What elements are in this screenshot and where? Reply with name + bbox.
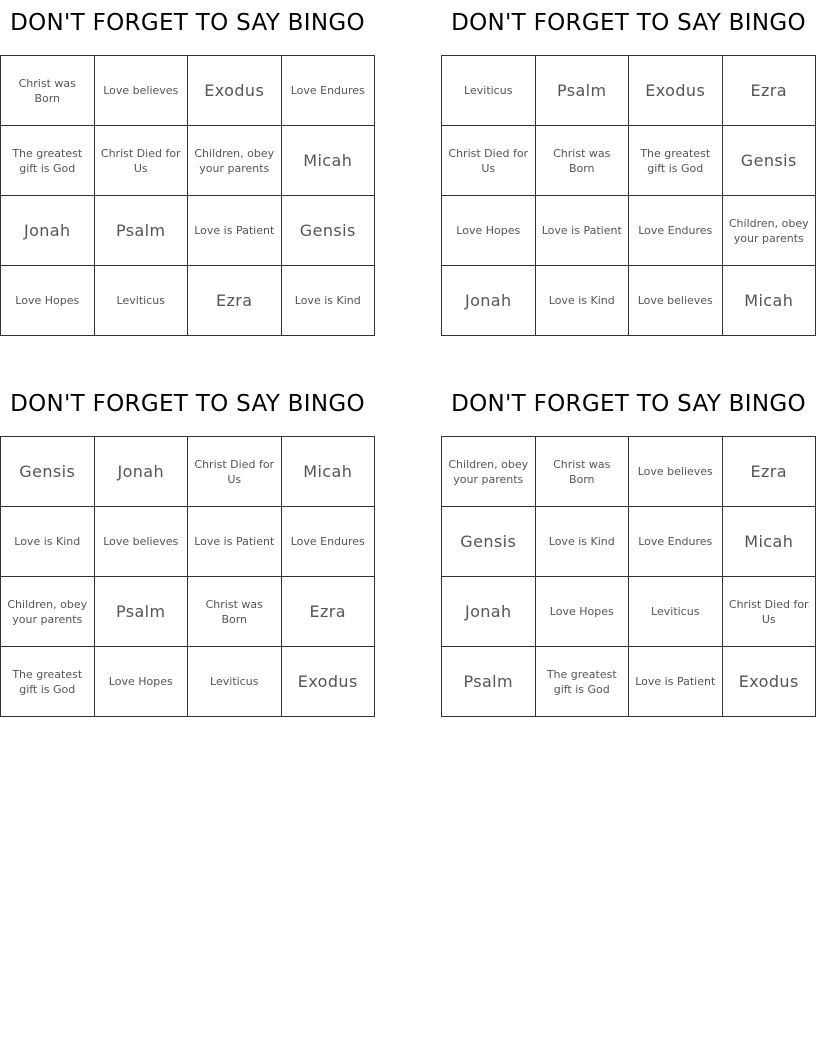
- bingo-cell: Jonah: [95, 437, 189, 507]
- bingo-cell: Psalm: [442, 647, 536, 717]
- bingo-cell: Gensis: [282, 196, 376, 266]
- bingo-cell: Christ Died for Us: [723, 577, 816, 647]
- bingo-cell: Love is Patient: [188, 196, 282, 266]
- bingo-grid: [441, 436, 816, 717]
- bingo-cell: Gensis: [723, 126, 816, 196]
- bingo-cell: Exodus: [723, 647, 816, 717]
- bingo-cell: Love is Patient: [536, 196, 630, 266]
- bingo-cell: Gensis: [1, 437, 95, 507]
- bingo-cell: Children, obey your parents: [442, 437, 536, 507]
- bingo-cell: Love believes: [629, 266, 723, 336]
- bingo-cell: Christ Died for Us: [442, 126, 536, 196]
- bingo-grid: [441, 55, 816, 336]
- bingo-cell: Micah: [282, 437, 376, 507]
- bingo-cell: Psalm: [95, 196, 189, 266]
- bingo-cell: Ezra: [188, 266, 282, 336]
- bingo-cell: Micah: [723, 507, 816, 577]
- bingo-cell: Love is Patient: [188, 507, 282, 577]
- bingo-cell: Ezra: [282, 577, 376, 647]
- bingo-cell: Leviticus: [188, 647, 282, 717]
- bingo-cell: Ezra: [723, 56, 816, 126]
- bingo-grid: [0, 436, 375, 717]
- bingo-cell: Ezra: [723, 437, 816, 507]
- bingo-cell: Love is Kind: [282, 266, 376, 336]
- bingo-cell: Children, obey your parents: [1, 577, 95, 647]
- bingo-cell: Love Hopes: [1, 266, 95, 336]
- bingo-cell: Leviticus: [95, 266, 189, 336]
- bingo-cell: Gensis: [442, 507, 536, 577]
- bingo-cell: Leviticus: [442, 56, 536, 126]
- bingo-cell: The greatest gift is God: [1, 647, 95, 717]
- bingo-cell: Love is Kind: [1, 507, 95, 577]
- bingo-cell: Jonah: [1, 196, 95, 266]
- bingo-cell: Love is Patient: [629, 647, 723, 717]
- card-title: DON'T FORGET TO SAY BINGO: [10, 391, 365, 417]
- bingo-cell: Christ was Born: [188, 577, 282, 647]
- bingo-cell: Children, obey your parents: [188, 126, 282, 196]
- bingo-cell: Love is Kind: [536, 266, 630, 336]
- bingo-cell: Children, obey your parents: [723, 196, 816, 266]
- bingo-cell: Micah: [723, 266, 816, 336]
- bingo-cell: Exodus: [282, 647, 376, 717]
- bingo-cell: Exodus: [629, 56, 723, 126]
- card-title: DON'T FORGET TO SAY BINGO: [10, 10, 365, 36]
- bingo-cell: Christ was Born: [536, 126, 630, 196]
- bingo-cell: Love Endures: [629, 196, 723, 266]
- bingo-cell: Love believes: [95, 56, 189, 126]
- bingo-cell: Love believes: [95, 507, 189, 577]
- bingo-cell: Psalm: [95, 577, 189, 647]
- bingo-cell: Love is Kind: [536, 507, 630, 577]
- bingo-cell: Psalm: [536, 56, 630, 126]
- bingo-cell: Jonah: [442, 266, 536, 336]
- bingo-cell: Leviticus: [629, 577, 723, 647]
- bingo-cell: Micah: [282, 126, 376, 196]
- bingo-cell: The greatest gift is God: [629, 126, 723, 196]
- bingo-cell: Jonah: [442, 577, 536, 647]
- bingo-cell: Love Hopes: [442, 196, 536, 266]
- card-title: DON'T FORGET TO SAY BINGO: [451, 391, 806, 417]
- bingo-cell: Love believes: [629, 437, 723, 507]
- bingo-cell: Love Endures: [282, 507, 376, 577]
- bingo-grid: [0, 55, 375, 336]
- bingo-cell: Love Endures: [282, 56, 376, 126]
- bingo-cell: The greatest gift is God: [536, 647, 630, 717]
- bingo-cell: Christ Died for Us: [188, 437, 282, 507]
- bingo-cell: Love Hopes: [95, 647, 189, 717]
- bingo-cell: Love Endures: [629, 507, 723, 577]
- bingo-cell: Christ Died for Us: [95, 126, 189, 196]
- bingo-cell: The greatest gift is God: [1, 126, 95, 196]
- bingo-cell: Christ was Born: [1, 56, 95, 126]
- card-title: DON'T FORGET TO SAY BINGO: [451, 10, 806, 36]
- bingo-cell: Exodus: [188, 56, 282, 126]
- bingo-cell: Christ was Born: [536, 437, 630, 507]
- bingo-cell: Love Hopes: [536, 577, 630, 647]
